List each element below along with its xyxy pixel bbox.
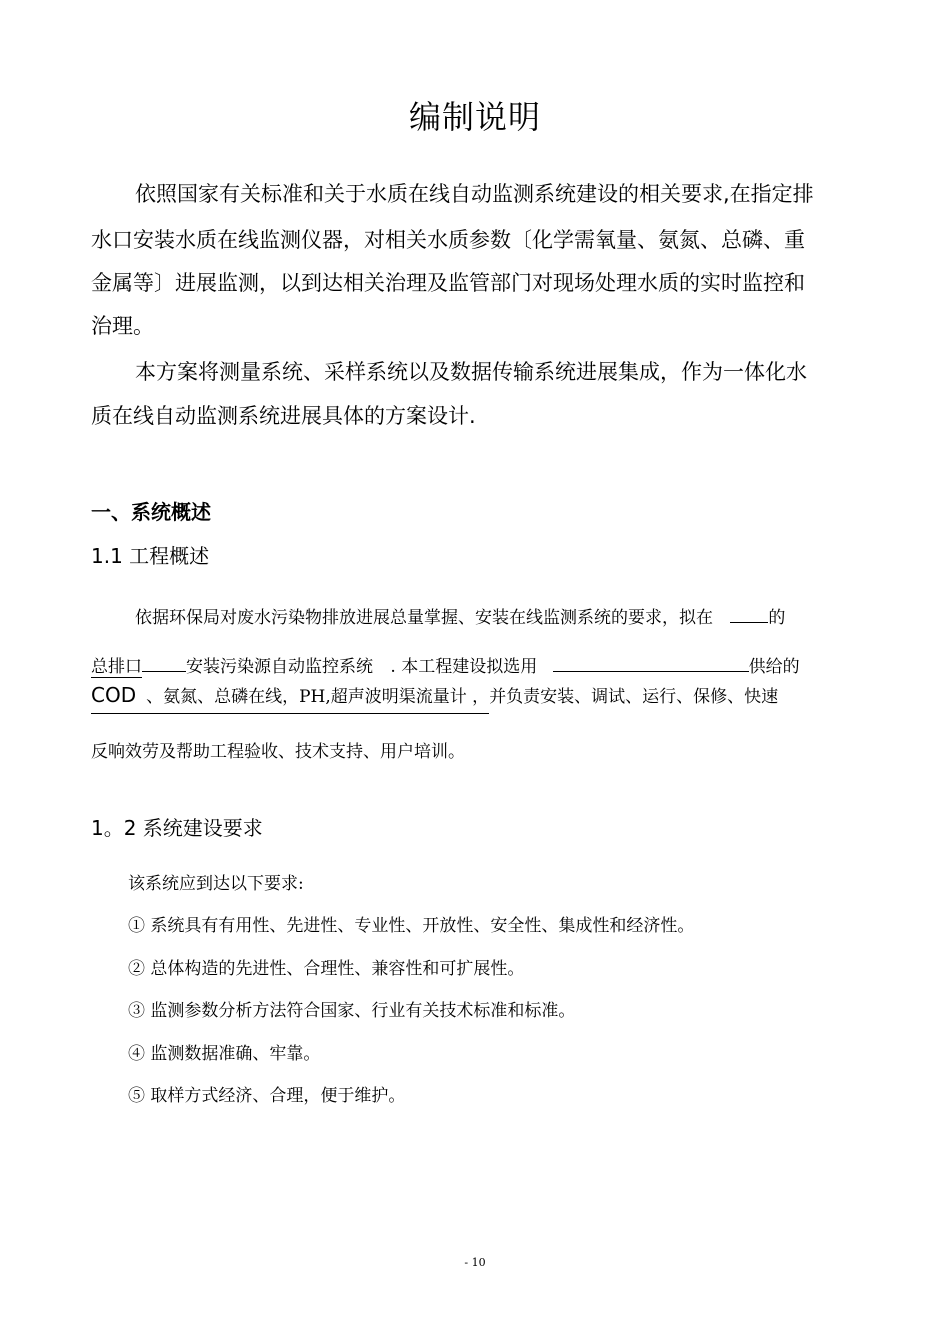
project-selection-text: . 本工程建设拟选用 xyxy=(390,657,538,677)
install-system-text: 安装污染源自动监控系统 xyxy=(186,657,373,677)
subsection-heading-1-2: 1。2 系统建设要求 xyxy=(91,816,263,840)
total-outlet-text: 总排口 xyxy=(91,657,142,677)
intro-p1-line1: 依照国家有关标准和关于水质在线自动监测系统建设的相关要求,在指定排 xyxy=(135,182,814,206)
requirement-item: ⑤ 取样方式经济、合理，便于维护。 xyxy=(128,1086,406,1106)
requirement-item: ② 总体构造的先进性、合理性、兼容性和可扩展性。 xyxy=(128,959,525,979)
supply-text: 供给的 xyxy=(748,657,800,677)
requirement-item: ③ 监测参数分析方法符合国家、行业有关技术标准和标准。 xyxy=(128,1001,576,1021)
requirements-lead: 该系统应到达以下要求: xyxy=(128,874,304,894)
page-title: 编制说明 xyxy=(408,98,541,136)
project-overview-line1 xyxy=(135,603,785,628)
intro-p1-line3: 金属等〕进展监测，以到达相关治理及监管部门对现场处理水质的实时监控和 xyxy=(91,271,805,295)
cod-label: COD xyxy=(91,683,137,707)
project-overview-line2 xyxy=(91,652,800,677)
intro-p1-line4: 治理。 xyxy=(91,314,154,338)
project-overview-suffix: 的 xyxy=(768,608,786,628)
intro-p2-line1: 本方案将测量系统、采样系统以及数据传输系统进展集成，作为一体化水 xyxy=(135,360,807,384)
location-blank xyxy=(730,604,768,623)
supplier-blank xyxy=(553,653,749,672)
requirement-item: ① 系统具有有用性、先进性、专业性、开放性、安全性、集成性和经济性。 xyxy=(128,916,695,936)
outlet-blank xyxy=(142,653,186,672)
project-overview-line3 xyxy=(91,682,778,714)
requirement-item: ④ 监测数据准确、牢靠。 xyxy=(128,1044,321,1064)
project-overview-line4: 反响效劳及帮助工程验收、技术支持、用户培训。 xyxy=(91,742,465,762)
subsection-heading-1-1: 1.1 工程概述 xyxy=(91,544,210,568)
section-heading: 一、系统概述 xyxy=(91,500,211,524)
online-ph-flowmeter-text: 在线，PH,超声波明渠流量计 ， xyxy=(248,687,490,707)
ammonia-phosphorus-text: 、氨氮、总磷 xyxy=(146,687,249,707)
project-overview-text: 依据环保局对废水污染物排放进展总量掌握、安装在线监测系统的要求，拟在 xyxy=(135,608,713,628)
intro-p1-line2: 水口安装水质在线监测仪器，对相关水质参数〔化学需氧量、氨氮、总磷、重 xyxy=(91,228,805,252)
equipment-list xyxy=(91,682,489,714)
intro-p2-line2: 质在线自动监测系统进展具体的方案设计. xyxy=(91,404,476,428)
responsibility-text: 并负责安装、调试、运行、保修、快速 xyxy=(489,687,779,707)
page-number: - 10 xyxy=(464,1256,486,1269)
